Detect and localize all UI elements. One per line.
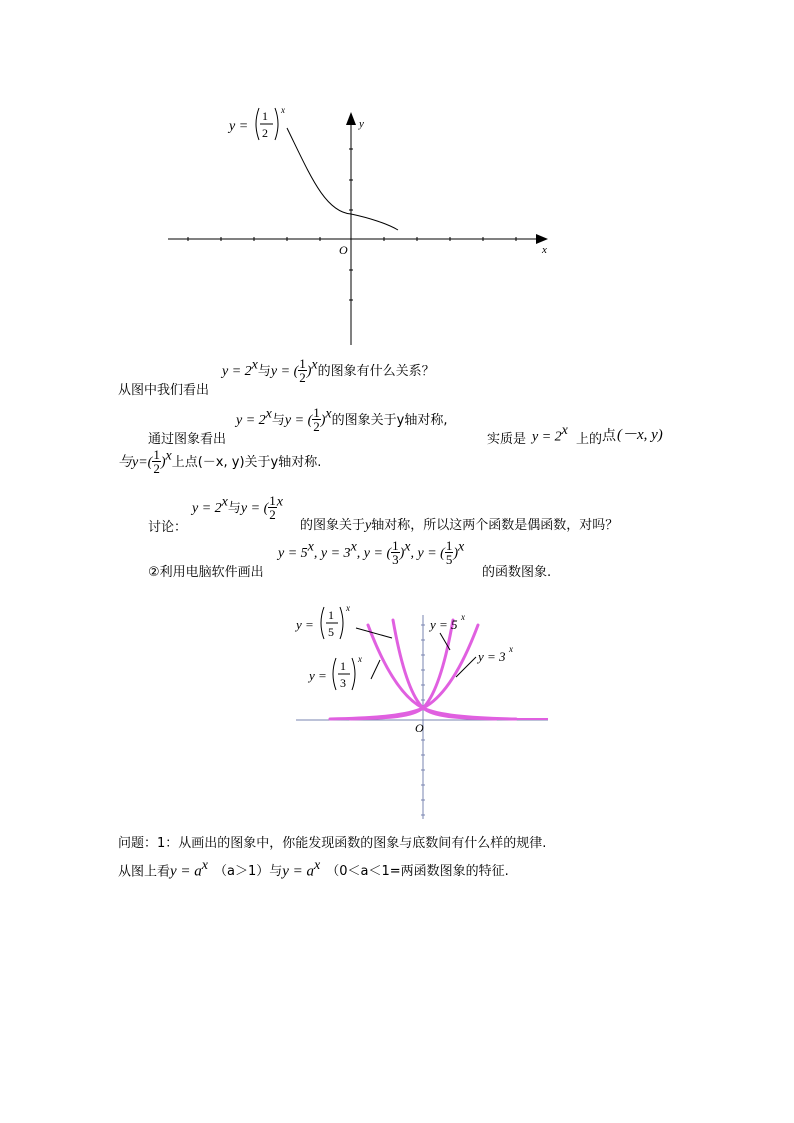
para5-f3-exp: x xyxy=(404,539,411,555)
para5-sep2: , y = ( xyxy=(356,546,392,561)
para6-text: 问题：1：从画出的图象中，你能发现函数的图象与底数间有什么样的规律. xyxy=(118,836,547,851)
para5-f2-exp: x xyxy=(350,539,357,555)
para3-num: 1 xyxy=(153,447,160,462)
para5-f3-num: 1 xyxy=(392,538,399,553)
para7-f1: y = a xyxy=(170,863,202,880)
para1-f2-num: 1 xyxy=(299,356,306,371)
para4-formula xyxy=(192,494,283,521)
para5-f3-rp: ) xyxy=(399,546,405,561)
para2-f2-rp: ) xyxy=(320,413,326,428)
para1-prefix: 从图中我们看出 xyxy=(118,383,210,398)
para1-formula xyxy=(222,357,435,384)
figure2-label-13-lhs: y = xyxy=(309,668,327,683)
para5-f4-den: 5 xyxy=(445,552,453,567)
para2-on: 上的 xyxy=(576,432,603,447)
para5-sep3: , y = ( xyxy=(410,546,445,561)
figure2-label-y5: y = 5 xyxy=(430,617,458,632)
para3-suffix: 上点(－x, y)关于y轴对称. xyxy=(171,455,322,470)
para5-f1-exp: x xyxy=(307,539,314,555)
para1-f1-exp: x xyxy=(251,357,258,373)
para2-point-word: 点 xyxy=(602,428,616,444)
para1-f2-rp: ) xyxy=(306,364,312,379)
para1-suffix: 的图象有什么关系？ xyxy=(317,364,435,379)
figure2-label-15-exp: x xyxy=(346,605,350,613)
para2-formula xyxy=(236,406,447,433)
para5-f4-rp: ) xyxy=(453,546,458,561)
para5-f4-exp: x xyxy=(458,539,465,555)
para1-f2-frac xyxy=(298,357,307,384)
figure1-graph xyxy=(160,100,560,350)
para2-f2-lhs: y = ( xyxy=(284,413,313,428)
para7-cond1: （a＞1）与 xyxy=(214,864,283,880)
figure1-origin-label: O xyxy=(339,243,348,257)
figure2-label-15-den: 5 xyxy=(328,625,334,639)
figure2-origin-label: O xyxy=(415,721,424,735)
figure1-y-label: y xyxy=(359,118,364,130)
figure2-label-13-lparen xyxy=(333,658,336,690)
para3-den: 2 xyxy=(153,461,160,476)
para2-f1: y = 2 xyxy=(236,413,266,428)
para4-suffix-y: y xyxy=(365,518,372,533)
para2-prefix: 通过图象看出 xyxy=(148,432,227,447)
para4-conj: 与 xyxy=(227,501,241,516)
figure2-label-15-lparen xyxy=(321,607,324,639)
para5-f3-den: 3 xyxy=(392,552,399,567)
para7-prefix: 从图上看 xyxy=(118,864,171,880)
figure2-curve-5-pow-x xyxy=(350,620,453,719)
para4-prefix: 讨论： xyxy=(148,520,188,535)
para4-f2-exp: x xyxy=(276,494,283,510)
figure2-label-13-exp: x xyxy=(358,654,362,664)
para2-f2-num: 1 xyxy=(313,405,320,420)
para4-suffix-a: 的图象关于 xyxy=(300,518,366,533)
para4-f2-lhs: y = ( xyxy=(240,501,269,516)
figure1-curve-label-rparen xyxy=(275,108,278,140)
para3-line xyxy=(118,448,321,475)
para7-f1-exp: x xyxy=(201,858,209,873)
para1-conj: 与 xyxy=(257,364,271,379)
para5-sep1: , y = 3 xyxy=(313,546,351,561)
para4-f2-frac xyxy=(268,494,277,521)
para1-f2-lhs: y = ( xyxy=(270,364,299,379)
para4-tail xyxy=(300,514,618,534)
figure1-curve-label-exp: x xyxy=(281,105,285,115)
para1-f2-exp: x xyxy=(311,357,318,373)
figure1-curve-label-num: 1 xyxy=(262,109,268,123)
figure2-label-15-rparen xyxy=(340,607,343,639)
para2-f1-exp: x xyxy=(265,406,272,422)
figure1-x-arrow xyxy=(536,234,548,244)
para7-cond2: （0＜a＜1=两函数图象的特征. xyxy=(326,864,509,880)
para3-rp: ) xyxy=(160,455,166,470)
para5-formula xyxy=(278,539,464,566)
para3-exp: x xyxy=(165,448,172,464)
para7-f2-exp: x xyxy=(314,858,321,873)
figure2-label-13-rparen xyxy=(352,658,355,690)
figure2-label-y3: y = 3 xyxy=(478,649,506,664)
para2-f3-exp: x xyxy=(561,423,568,438)
figure1-curve-label-lparen xyxy=(256,108,259,140)
para2-f2-exp: x xyxy=(325,406,332,422)
para2-f2-frac xyxy=(312,406,321,433)
para2-point: (－x, y) xyxy=(617,427,663,443)
figure1-y-arrow xyxy=(346,112,356,125)
para4-f2-num: 1 xyxy=(269,493,276,508)
para3-frac xyxy=(152,448,161,475)
figure2-label-13-num: 1 xyxy=(340,659,346,673)
figure2-label-13-den: 3 xyxy=(340,676,346,690)
figure2-curve-fifth-pow-x xyxy=(393,620,496,719)
para7-f2: y = a xyxy=(282,863,315,880)
para2-f3: y = 2 xyxy=(532,429,562,445)
para5-prefix: ②利用电脑软件画出 xyxy=(148,565,264,580)
figure2-label-15-lhs: y = xyxy=(296,617,314,632)
para2-f2-den: 2 xyxy=(313,419,320,434)
figure1-x-label: x xyxy=(542,244,547,256)
figure2-label-15-num: 1 xyxy=(328,608,334,622)
figure2-label-y3-exp: x xyxy=(509,644,513,654)
para2-middle: 的图象关于y轴对称, xyxy=(331,413,448,428)
para5-suffix: 的函数图象. xyxy=(482,565,552,580)
para2-essence: 实质是 xyxy=(487,432,527,447)
para4-f1-exp: x xyxy=(221,494,228,510)
para4-f1: y = 2 xyxy=(192,501,222,516)
para1-f1: y = 2 xyxy=(222,364,252,379)
figure2-graph xyxy=(290,605,560,825)
para2-conj: 与 xyxy=(271,413,285,428)
para3-prefix: 与y=( xyxy=(118,455,153,470)
figure1-curve-label-den: 2 xyxy=(262,126,268,140)
figure2-label-y5-exp: x xyxy=(461,612,465,622)
figure1-curve-half-pow-x xyxy=(287,128,398,230)
figure1-curve-label-lhs: y = xyxy=(229,119,249,134)
para5-f3-frac xyxy=(391,539,400,566)
para4-f2-den: 2 xyxy=(269,507,276,522)
para1-f2-den: 2 xyxy=(299,370,306,385)
para4-suffix-b: 轴对称，所以这两个函数是偶函数，对吗？ xyxy=(371,518,619,533)
para5-f1: y = 5 xyxy=(278,546,308,561)
para7-line xyxy=(118,858,509,880)
para5-f4-num: 1 xyxy=(445,538,453,553)
para2-f3-group xyxy=(532,423,568,445)
